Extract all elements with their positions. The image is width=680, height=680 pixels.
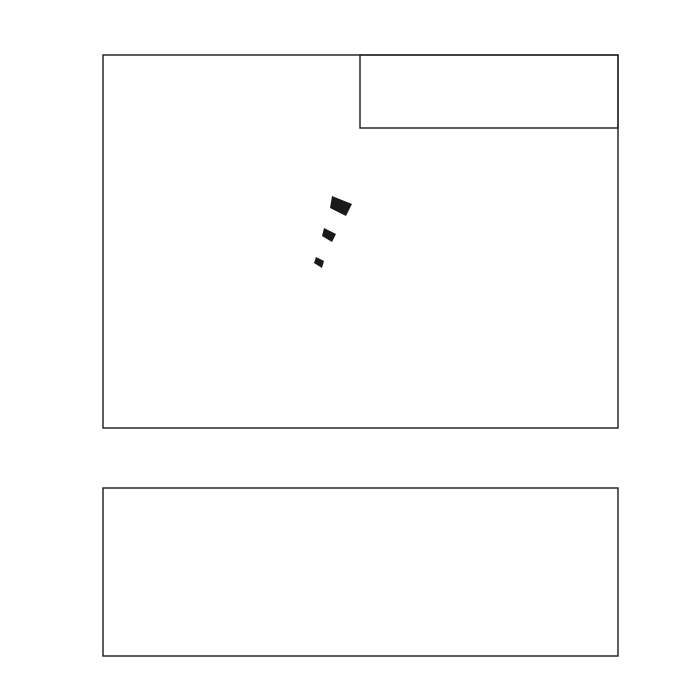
model-info-box bbox=[360, 55, 618, 128]
min-speed-marker bbox=[314, 257, 324, 268]
power-chart-frame bbox=[103, 488, 618, 656]
max-speed-marker bbox=[330, 196, 352, 216]
mid-speed-marker bbox=[322, 228, 336, 242]
